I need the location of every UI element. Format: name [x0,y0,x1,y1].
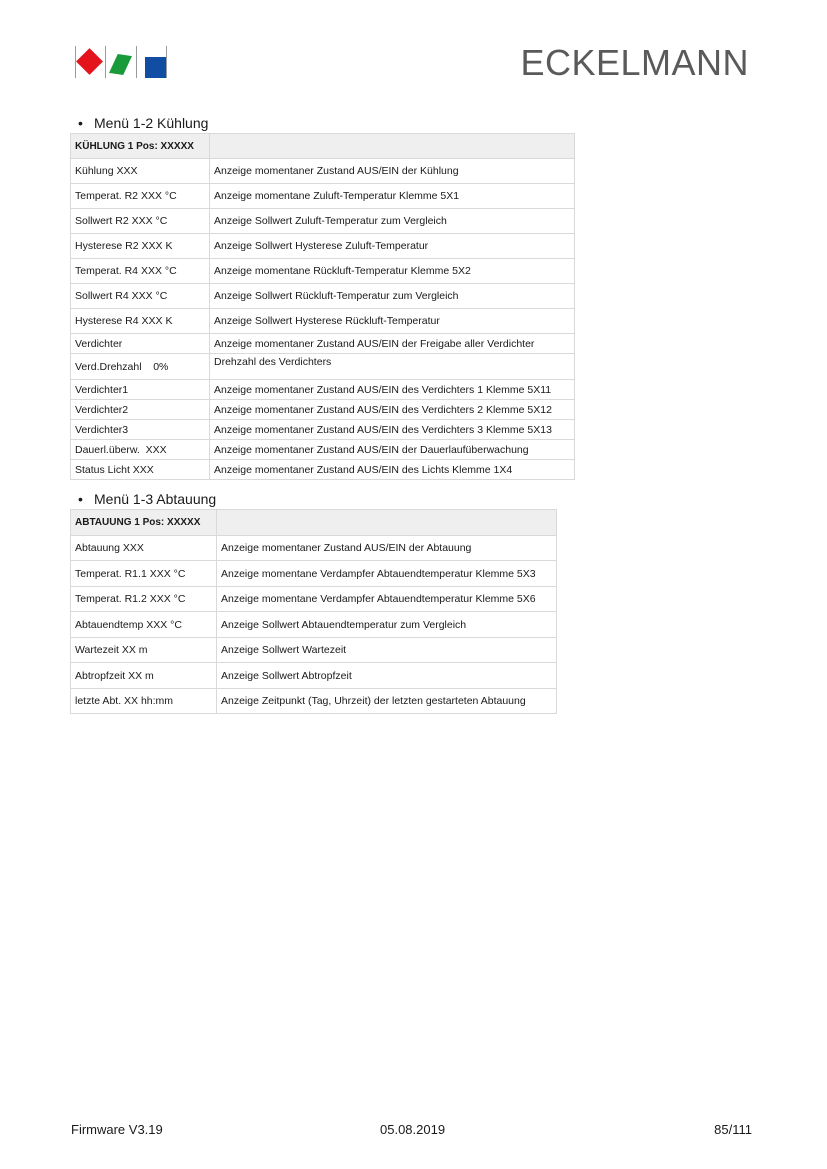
table-header-cell: ABTAUUNG 1 Pos: XXXXX [71,510,217,536]
eckelmann-logo [75,46,167,78]
footer-date: 05.08.2019 [380,1122,446,1137]
table-row [71,309,575,334]
table-row [71,159,575,184]
row-description: Anzeige momentaner Zustand AUS/EIN des Lichts Klemme 1X4 [210,460,575,480]
table-row [71,259,575,284]
row-label: Abtropfzeit XX m [71,663,217,689]
table-abtauung [70,509,557,714]
table-header-cell: KÜHLUNG 1 Pos: XXXXX [71,134,210,159]
row-label: letzte Abt. XX hh:mm [71,689,217,714]
row-description: Anzeige momentane Zuluft-Temperatur Klemme 5X1 [210,184,575,209]
logo-green-parallelogram [109,54,132,75]
row-description: Anzeige Sollwert Abtropfzeit [217,663,557,689]
row-label: Temperat. R2 XXX °C [71,184,210,209]
row-label: Dauerl.überw. XXX [71,440,210,460]
row-description: Anzeige momentaner Zustand AUS/EIN des Verdichters 2 Klemme 5X12 [210,400,575,420]
row-label: Verdichter2 [71,400,210,420]
footer-page-number: 85/111 [714,1122,752,1137]
row-description: Anzeige Sollwert Abtauendtemperatur zum Vergleich [217,612,557,638]
table-header-row [71,510,557,536]
row-label: Abtauung XXX [71,536,217,561]
section-title-kuehlung [72,115,208,131]
table-row [71,460,575,480]
table-row [71,587,557,612]
table-row [71,561,557,587]
row-label: Verd.Drehzahl 0% [71,354,210,380]
row-label: Sollwert R4 XXX °C [71,284,210,309]
row-label: Status Licht XXX [71,460,210,480]
table-row [71,334,575,354]
table-row [71,400,575,420]
row-description: Anzeige Zeitpunkt (Tag, Uhrzeit) der letzten gestarteten Abtauung [217,689,557,714]
row-label: Verdichter3 [71,420,210,440]
row-label: Hysterese R2 XXX K [71,234,210,259]
table-row [71,184,575,209]
table-row [71,284,575,309]
table-row [71,380,575,400]
row-label: Sollwert R2 XXX °C [71,209,210,234]
row-description: Anzeige momentaner Zustand AUS/EIN der Freigabe aller Verdichter [210,334,575,354]
section-title-abtauung [72,491,216,507]
row-description: Anzeige momentaner Zustand AUS/EIN der Dauerlaufüberwachung [210,440,575,460]
row-label: Verdichter [71,334,210,354]
table-kuehlung [70,133,575,480]
table-row [71,612,557,638]
bullet: • [78,115,83,131]
row-label: Temperat. R4 XXX °C [71,259,210,284]
row-description: Anzeige momentaner Zustand AUS/EIN des Verdichters 1 Klemme 5X11 [210,380,575,400]
row-description: Drehzahl des Verdichters [210,354,575,380]
row-description: Anzeige momentane Verdampfer Abtauendtemperatur Klemme 5X6 [217,587,557,612]
table-row [71,354,575,380]
row-label: Hysterese R4 XXX K [71,309,210,334]
row-description: Anzeige momentane Rückluft-Temperatur Klemme 5X2 [210,259,575,284]
row-description: Anzeige Sollwert Hysterese Zuluft-Temperatur [210,234,575,259]
table-row [71,689,557,714]
section-title-text: Menü 1-3 Abtauung [94,491,217,507]
table-row [71,536,557,561]
table-row [71,638,557,663]
row-label: Kühlung XXX [71,159,210,184]
row-label: Temperat. R1.2 XXX °C [71,587,217,612]
table-row [71,420,575,440]
table-header-cell [210,134,575,159]
row-description: Anzeige Sollwert Zuluft-Temperatur zum Vergleich [210,209,575,234]
table-row [71,440,575,460]
table-row [71,663,557,689]
table-header-cell [217,510,557,536]
row-description: Anzeige momentaner Zustand AUS/EIN des Verdichters 3 Klemme 5X13 [210,420,575,440]
table-row [71,209,575,234]
logo-red-diamond [76,48,103,75]
brand-wordmark: ECKELMANN [520,42,749,83]
bullet: • [78,491,83,507]
row-label: Verdichter1 [71,380,210,400]
row-description: Anzeige Sollwert Hysterese Rückluft-Temperatur [210,309,575,334]
row-description: Anzeige momentane Verdampfer Abtauendtemperatur Klemme 5X3 [217,561,557,587]
section-title-text: Menü 1-2 Kühlung [94,115,209,131]
footer-firmware: Firmware V3.19 [71,1122,163,1137]
row-label: Wartezeit XX m [71,638,217,663]
table-row [71,234,575,259]
logo-blue-square [145,57,166,78]
row-label: Temperat. R1.1 XXX °C [71,561,217,587]
table-header-row [71,134,575,159]
row-description: Anzeige Sollwert Wartezeit [217,638,557,663]
row-description: Anzeige momentaner Zustand AUS/EIN der Kühlung [210,159,575,184]
row-label: Abtauendtemp XXX °C [71,612,217,638]
row-description: Anzeige momentaner Zustand AUS/EIN der Abtauung [217,536,557,561]
row-description: Anzeige Sollwert Rückluft-Temperatur zum Vergleich [210,284,575,309]
